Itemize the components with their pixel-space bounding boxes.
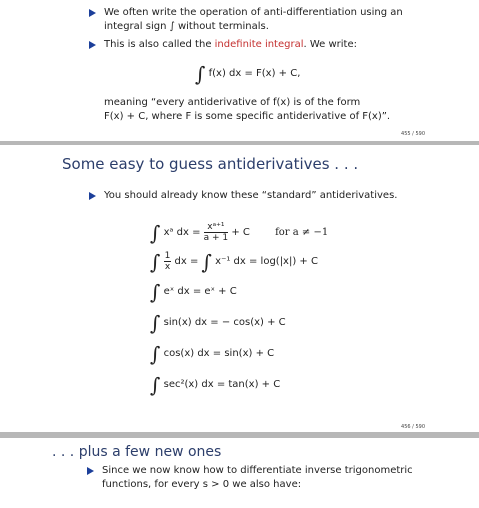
integral-sign-icon: ∫ xyxy=(150,311,161,335)
cosine-text: cos(x) dx = sin(x) + C xyxy=(163,348,275,359)
bullet-triangle-icon xyxy=(87,467,94,475)
bullet-text-line1: Since we now know how to differentiate inverse trigonometric xyxy=(102,465,413,476)
definition-line1: meaning “every antiderivative of f(x) is of the form xyxy=(104,97,361,108)
bullet-standard-antiderivatives xyxy=(89,189,397,203)
integral-sign-icon: ∫ xyxy=(150,250,161,274)
antiderivative-definition xyxy=(104,96,390,124)
sine-text: sin(x) dx = − cos(x) + C xyxy=(163,317,286,328)
bullet-text-line1: We often write the operation of anti-differentiation using an xyxy=(104,7,403,18)
slide-456 xyxy=(0,145,479,432)
bullet-anti-differentiation xyxy=(89,6,403,34)
bullet-text-line2: functions, for every s > 0 we also have: xyxy=(102,479,302,490)
reciprocal-fraction xyxy=(164,251,172,272)
power-rule-lhs: xᵃ dx = xyxy=(163,227,201,238)
cosine-equation xyxy=(150,342,274,366)
secant-squared-equation xyxy=(150,373,280,397)
bullet-text-pre: This is also called the xyxy=(104,39,215,50)
integral-sign-icon: ∫ xyxy=(150,221,161,245)
bullet-text: You should already know these “standard” antiderivatives. xyxy=(104,190,398,201)
fraction-denominator: x xyxy=(164,261,171,272)
fraction-denominator: a + 1 xyxy=(203,232,229,243)
integral-sign-icon: ∫ xyxy=(150,342,161,366)
bullet-triangle-icon xyxy=(89,9,96,17)
power-rule-equation xyxy=(150,221,328,245)
sine-equation xyxy=(150,311,286,335)
integral-sign-icon: ∫ xyxy=(150,373,161,397)
indefinite-integral-term: indefinite integral xyxy=(214,39,304,50)
bullet-text-post: . We write: xyxy=(303,39,358,50)
bullet-text-line2: integral sign ∫ without terminals. xyxy=(104,21,269,32)
power-rule-tail: + C xyxy=(231,227,250,238)
integral-sign-icon: ∫ xyxy=(201,250,212,274)
slide-457 xyxy=(0,438,479,508)
exponential-text: eˣ dx = eˣ + C xyxy=(163,286,237,297)
page-number: 456 / 590 xyxy=(401,424,425,430)
secant-squared-text: sec²(x) dx = tan(x) + C xyxy=(163,379,281,390)
reciprocal-rhs: x⁻¹ dx = log(|x|) + C xyxy=(215,256,318,267)
integral-sign-icon: ∫ xyxy=(150,280,161,304)
exponential-equation xyxy=(150,280,237,304)
fraction-numerator: xᵃ⁺¹ xyxy=(204,222,229,233)
power-rule-condition: for a ≠ −1 xyxy=(275,227,329,238)
fraction-numerator: 1 xyxy=(164,250,171,261)
bullet-triangle-icon xyxy=(89,192,96,200)
definition-line2: F(x) + C, where F is some specific antiderivative of F(x)”. xyxy=(104,111,391,122)
indefinite-integral-equation xyxy=(195,62,300,86)
page-number: 455 / 590 xyxy=(401,131,425,137)
reciprocal-mid: dx = xyxy=(174,256,199,267)
bullet-triangle-icon xyxy=(89,41,96,49)
bullet-inverse-trig xyxy=(87,464,413,492)
slide-title: . . . plus a few new ones xyxy=(52,444,222,460)
bullet-indefinite-integral xyxy=(89,38,357,52)
equation-text: f(x) dx = F(x) + C, xyxy=(208,68,301,79)
reciprocal-equation xyxy=(150,250,318,274)
slide-455 xyxy=(0,0,479,141)
power-rule-fraction xyxy=(204,222,229,243)
slide-title: Some easy to guess antiderivatives . . . xyxy=(62,155,359,173)
integral-sign-icon: ∫ xyxy=(195,62,206,86)
